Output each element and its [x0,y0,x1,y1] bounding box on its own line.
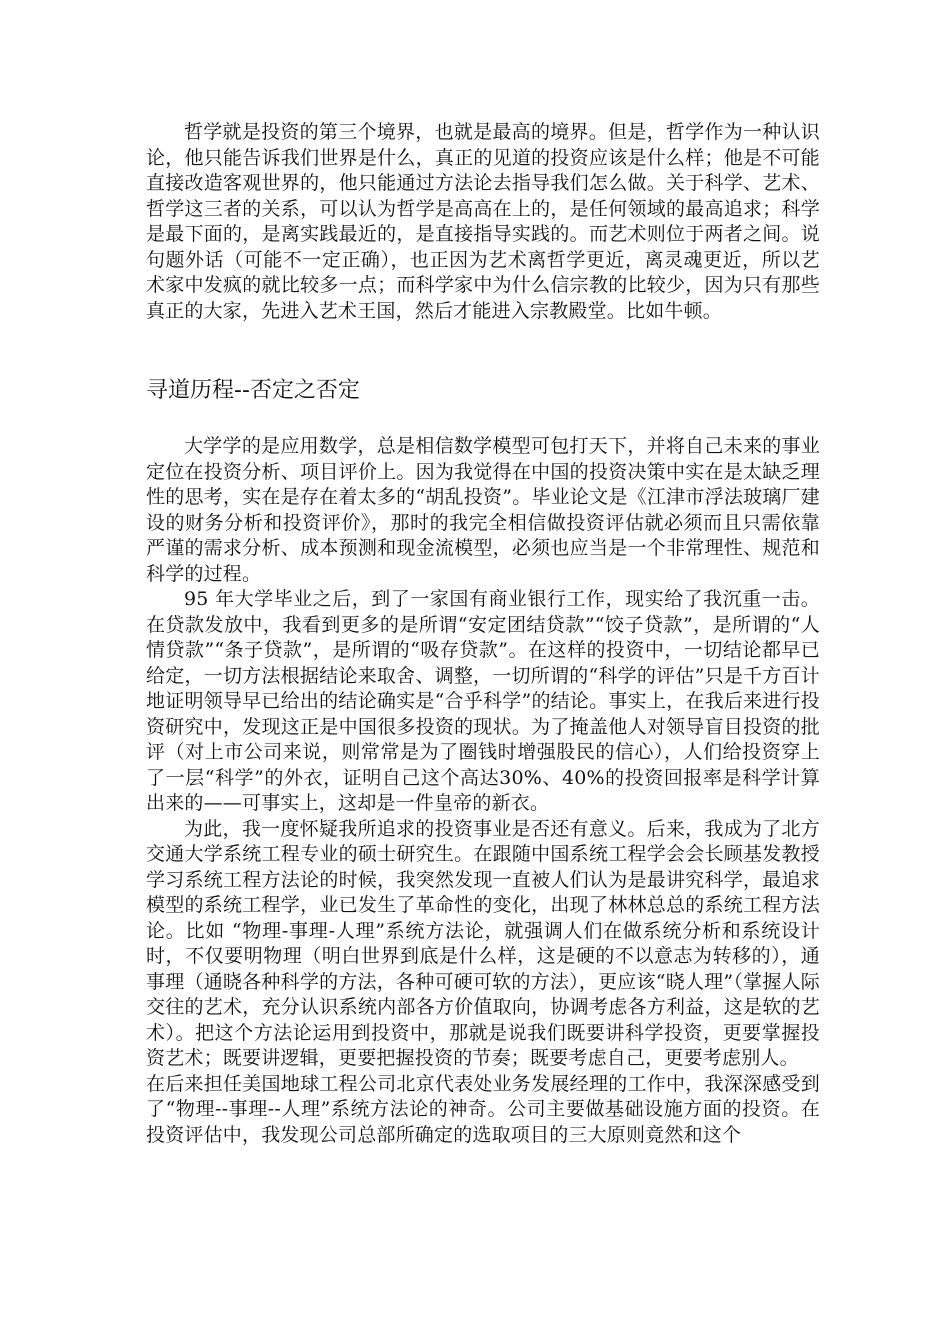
document-body [146,120,820,1148]
section-title: 寻道历程--否定之否定 [146,378,360,403]
paragraph-bank: 95 年大学毕业之后，到了一家国有商业银行工作，现实给了我沉重一击。在贷款发放中，我看到更多的是所谓“安定团结贷款”“饺子贷款”，是所谓的“人情贷款”“条子贷款”，是所谓的“吸存贷款”。在这样的投资中，一切结论都早已给定，一切方法根据结论来取舍、调整，一切所谓的“科学的评估”只是千方百计地证明领导早已给出的结论确实是“合乎科学”的结论。事实上，在我后来进行投资研究中，发现这正是中国很多投资的现状。为了掩盖他人对领导盲目投资的批评（对上市公司来说，则常常是为了圈钱时增强股民的信心），人们给投资穿上了一层“科学”的外衣，证明自己这个高达30%、40%的投资回报率是科学计算出来的——可事实上，这却是一件皇帝的新衣。 [146,588,821,814]
title-spacer [146,426,820,434]
paragraph-systems-engineering: 为此，我一度怀疑我所追求的投资事业是否还有意义。后来，我成为了北方交通大学系统工程专业的硕士研究生。在跟随中国系统工程学会会长顾基发教授学习系统工程方法论的时候，我突然发现一直被人们认为是最讲究科学，最追求模型的系统工程学，业已发生了革命性的变化，出现了林林总总的系统工程方法论。比如 “物理-事理-人理”系统方法论，就强调人们在做系统分析和系统设计时，不仅要明物理（明白世界到底是什么样，这是硬的不以意志为转移的），通事理（通晓各种科学的方法，各种可硬可软的方法），更应该“晓人理”（掌握人际交往的艺术，充分认识系统内部各方价值取向，协调考虑各方利益，这是软的艺术）。把这个方法论运用到投资中，那就是说我们既要讲科学投资，更要掌握投资艺术；既要讲逻辑，更要把握投资的节奏；既要考虑自己，更要考虑别人。 [146,817,820,1069]
paragraph-company: 在后来担任美国地球工程公司北京代表处业务发展经理的工作中，我深深感受到了“物理--事理--人理”系统方法论的神奇。公司主要做基础设施方面的投资。在投资评估中，我发现公司总部所确定的选取项目的三大原则竟然和这个 [146,1072,820,1146]
paragraph-philosophy: 哲学就是投资的第三个境界，也就是最高的境界。但是，哲学作为一种认识论，他只能告诉我们世界是什么，真正的见道的投资应该是什么样；他是不可能直接改造客观世界的，他只能通过方法论去指导我们怎么做。关于科学、艺术、哲学这三者的关系，可以认为哲学是高高在上的，是任何领域的最高追求；科学是最下面的，是离实践最近的，是直接指导实践的。而艺术则位于两者之间。说句题外话（可能不一定正确），也正因为艺术离哲学更近，离灵魂更近，所以艺术家中发疯的就比较多一点；而科学家中为什么信宗教的比较少，因为只有那些真正的大家，先进入艺术王国，然后才能进入宗教殿堂。比如牛顿。 [146,121,820,322]
paragraph-university: 大学学的是应用数学，总是相信数学模型可包打天下，并将自己未来的事业定位在投资分析、项目评价上。因为我觉得在中国的投资决策中实在是太缺乏理性的思考，实在是存在着太多的“胡乱投资”。毕业论文是《江津市浮法玻璃厂建设的财务分析和投资评价》，那时的我完全相信做投资评估就必须而且只需依靠严谨的需求分析、成本预测和现金流模型，必须也应当是一个非常理性、规范和科学的过程。 [146,435,820,585]
